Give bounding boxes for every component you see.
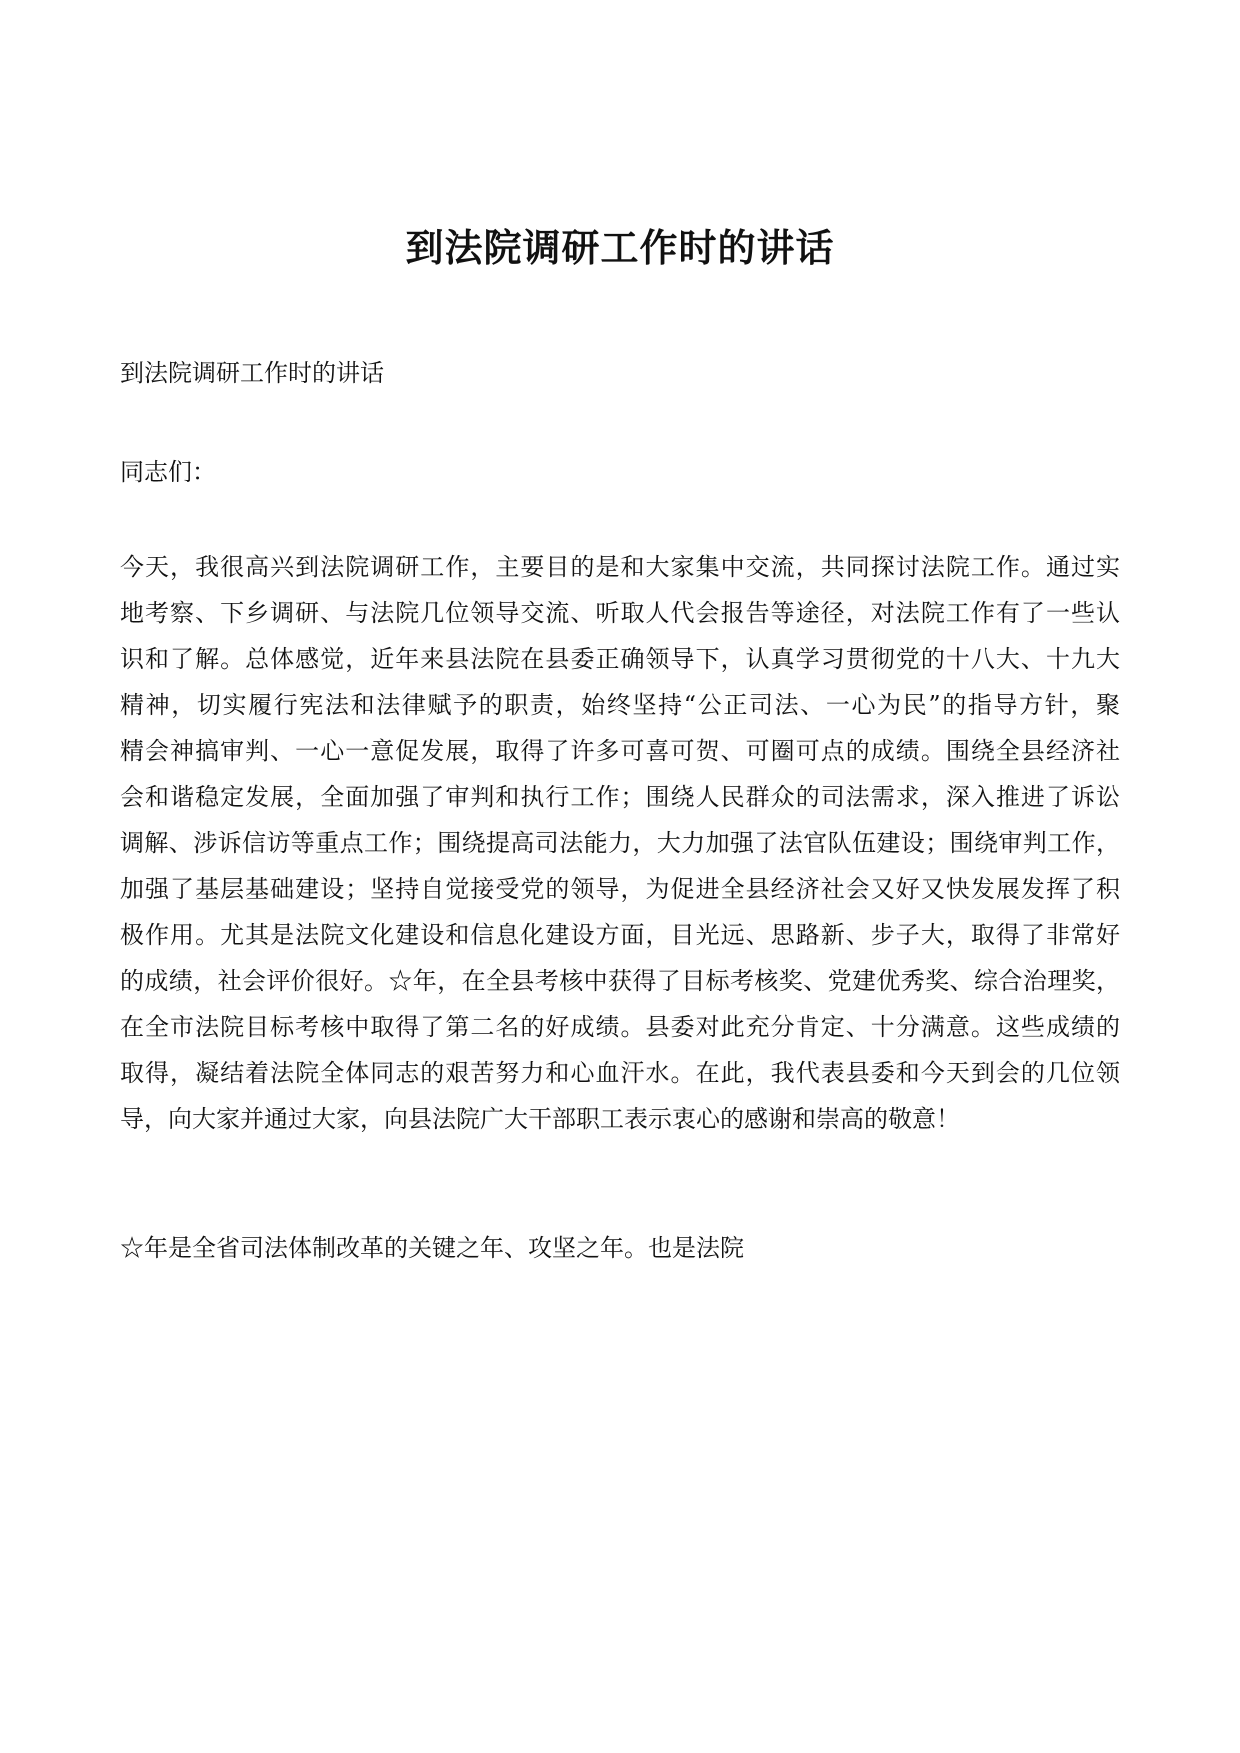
paragraph-line: 今天，我很高兴到法院调研工作，主要目的是和大家集中交流，共同探讨法院工作。通过实 [120,553,1120,581]
paragraph-line: 在全市法院目标考核中取得了第二名的好成绩。县委对此充分肯定、十分满意。这些成绩的 [120,1013,1120,1041]
continuation-paragraph: ☆年是全省司法体制改革的关键之年、攻坚之年。也是法院 [120,1234,744,1262]
body-paragraph [120,544,1120,1142]
document-subtitle: 到法院调研工作时的讲话 [120,359,384,387]
paragraph-line: 的成绩，社会评价很好。☆年，在全县考核中获得了目标考核奖、党建优秀奖、综合治理奖， [120,967,1120,995]
paragraph-line: 精会神搞审判、一心一意促发展，取得了许多可喜可贺、可圈可点的成绩。围绕全县经济社 [120,737,1120,765]
paragraph-line: 加强了基层基础建设；坚持自觉接受党的领导，为促进全县经济社会又好又快发展发挥了积 [120,875,1120,903]
paragraph-line: 会和谐稳定发展，全面加强了审判和执行工作；围绕人民群众的司法需求，深入推进了诉讼 [120,783,1120,811]
paragraph-line: 极作用。尤其是法院文化建设和信息化建设方面，目光远、思路新、步子大，取得了非常好 [120,921,1120,949]
salutation: 同志们： [120,458,216,486]
paragraph-line: 地考察、下乡调研、与法院几位领导交流、听取人代会报告等途径，对法院工作有了一些认 [120,599,1120,627]
paragraph-line: 取得，凝结着法院全体同志的艰苦努力和心血汗水。在此，我代表县委和今天到会的几位领 [120,1059,1120,1087]
paragraph-line: 导，向大家并通过大家，向县法院广大干部职工表示衷心的感谢和崇高的敬意！ [120,1105,960,1133]
paragraph-line: 识和了解。总体感觉，近年来县法院在县委正确领导下，认真学习贯彻党的十八大、十九大 [120,645,1120,673]
document-title: 到法院调研工作时的讲话 [405,225,835,270]
paragraph-line: 精神，切实履行宪法和法律赋予的职责，始终坚持“公正司法、一心为民”的指导方针，聚 [120,691,1120,719]
paragraph-line: 调解、涉诉信访等重点工作；围绕提高司法能力，大力加强了法官队伍建设；围绕审判工作， [120,829,1120,857]
